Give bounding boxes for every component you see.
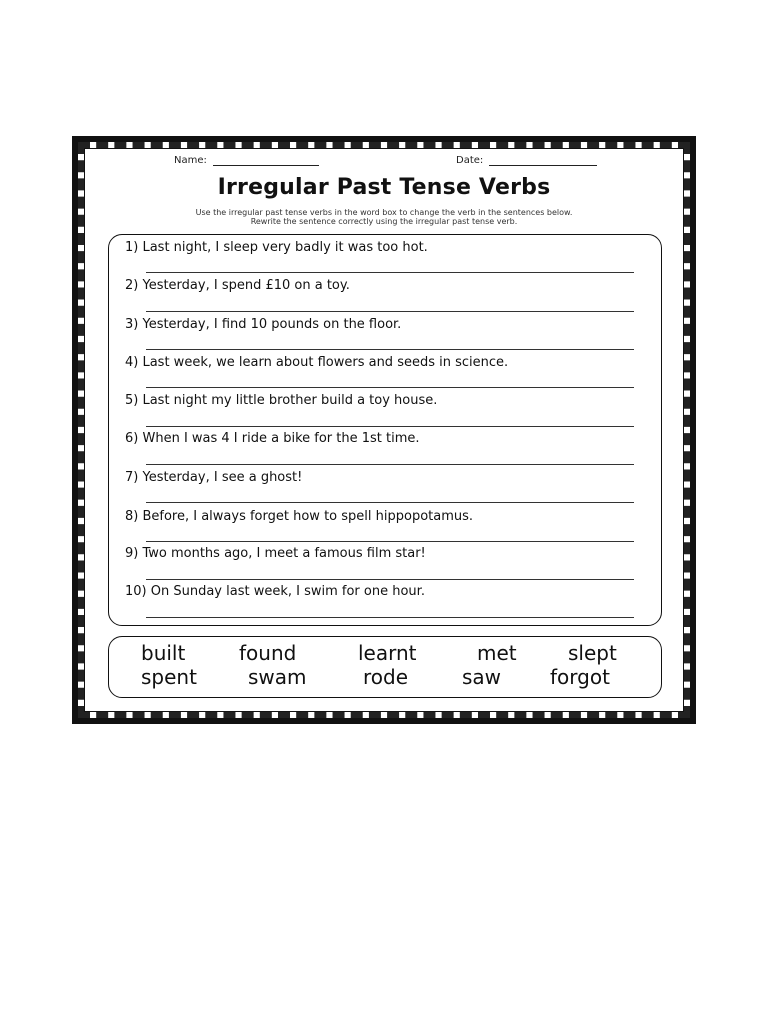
question-3: 3) Yesterday, I find 10 pounds on the floor. — [125, 317, 402, 332]
word-found: found — [239, 641, 297, 665]
answer-line-4 — [146, 387, 634, 388]
instructions-line-2: Rewrite the sentence correctly using the irregular past tense verb. — [250, 217, 518, 226]
instructions — [130, 208, 638, 226]
answer-line-6 — [146, 464, 634, 465]
word-swam: swam — [248, 665, 307, 689]
word-built: built — [141, 641, 186, 665]
word-met: met — [477, 641, 517, 665]
question-10: 10) On Sunday last week, I swim for one hour. — [125, 584, 425, 599]
question-6: 6) When I was 4 I ride a bike for the 1st time. — [125, 431, 420, 446]
question-7: 7) Yesterday, I see a ghost! — [125, 470, 303, 485]
name-field — [174, 155, 319, 166]
answer-line-9 — [146, 579, 634, 580]
answer-line-2 — [146, 311, 634, 312]
name-blank-line — [213, 155, 319, 166]
answer-line-8 — [146, 541, 634, 542]
word-spent: spent — [141, 665, 197, 689]
date-blank-line — [489, 155, 597, 166]
question-8: 8) Before, I always forget how to spell hippopotamus. — [125, 509, 474, 524]
answer-line-1 — [146, 272, 634, 273]
question-9: 9) Two months ago, I meet a famous film star! — [125, 546, 426, 561]
date-label: Date: — [456, 155, 484, 166]
word-learnt: learnt — [358, 641, 417, 665]
word-forgot: forgot — [550, 665, 610, 689]
answer-line-5 — [146, 426, 634, 427]
answer-line-7 — [146, 502, 634, 503]
word-saw: saw — [462, 665, 502, 689]
date-field — [456, 155, 597, 166]
name-label: Name: — [174, 155, 207, 166]
answer-line-10 — [146, 617, 634, 618]
worksheet-title: Irregular Past Tense Verbs — [217, 175, 551, 200]
word-rode: rode — [363, 665, 409, 689]
question-2: 2) Yesterday, I spend £10 on a toy. — [125, 278, 350, 293]
question-5: 5) Last night my little brother build a toy house. — [125, 393, 438, 408]
answer-line-3 — [146, 349, 634, 350]
question-4: 4) Last week, we learn about flowers and seeds in science. — [125, 355, 509, 370]
word-slept: slept — [568, 641, 617, 665]
instructions-line-1: Use the irregular past tense verbs in the word box to change the verb in the sentences below. — [195, 208, 573, 217]
question-1: 1) Last night, I sleep very badly it was too hot. — [125, 240, 428, 255]
